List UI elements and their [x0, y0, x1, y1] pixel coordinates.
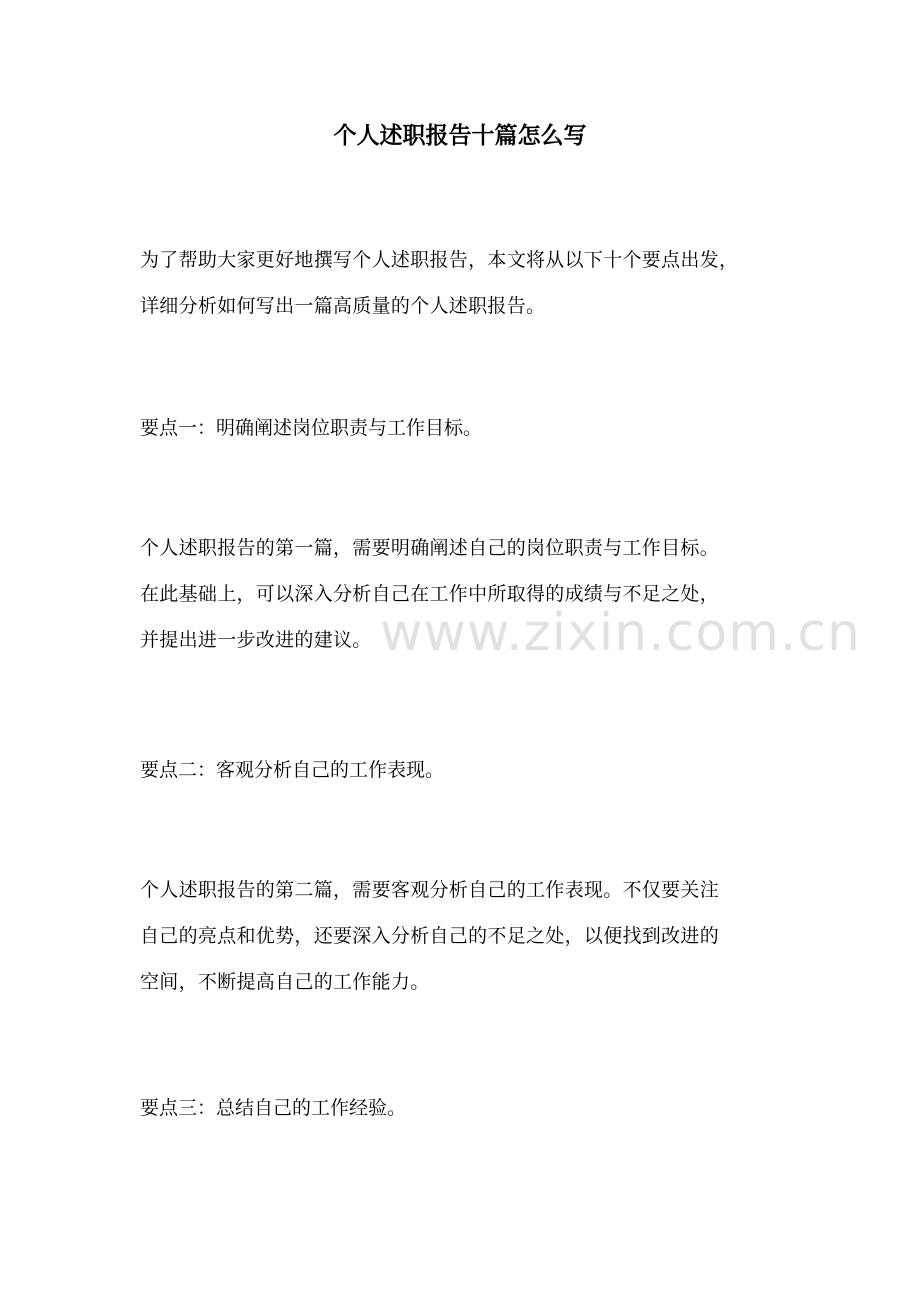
- intro-paragraph: [140, 242, 800, 324]
- point2-line-2: 自己的亮点和优势，还要深入分析自己的不足之处，以便找到改进的: [140, 925, 720, 947]
- intro-line-2: 详细分析如何写出一篇高质量的个人述职报告。: [140, 295, 546, 317]
- point1-line-1: 个人述职报告的第一篇，需要明确阐述自己的岗位职责与工作目标。: [140, 537, 720, 559]
- point2-line-3: 空间，不断提高自己的工作能力。: [140, 971, 430, 993]
- point1-heading: 要点一：明确阐述岗位职责与工作目标。: [140, 417, 483, 439]
- point3-heading: 要点三：总结自己的工作经验。: [140, 1097, 407, 1119]
- point2-paragraph: [140, 872, 800, 1000]
- watermark-text: www.zixin.com.cn: [380, 603, 861, 663]
- intro-line-1: 为了帮助大家更好地撰写个人述职报告，本文将从以下十个要点出发，: [140, 249, 739, 271]
- point1-paragraph: [140, 530, 800, 658]
- point1-line-3: 并提出进一步改进的建议。: [140, 629, 372, 651]
- point2-heading: 要点二：客观分析自己的工作表现。: [140, 759, 445, 781]
- point2-line-1: 个人述职报告的第二篇，需要客观分析自己的工作表现。不仅要关注: [140, 879, 720, 901]
- point1-line-2: 在此基础上，可以深入分析自己在工作中所取得的成绩与不足之处，: [140, 583, 720, 605]
- document-title: 个人述职报告十篇怎么写: [333, 122, 587, 149]
